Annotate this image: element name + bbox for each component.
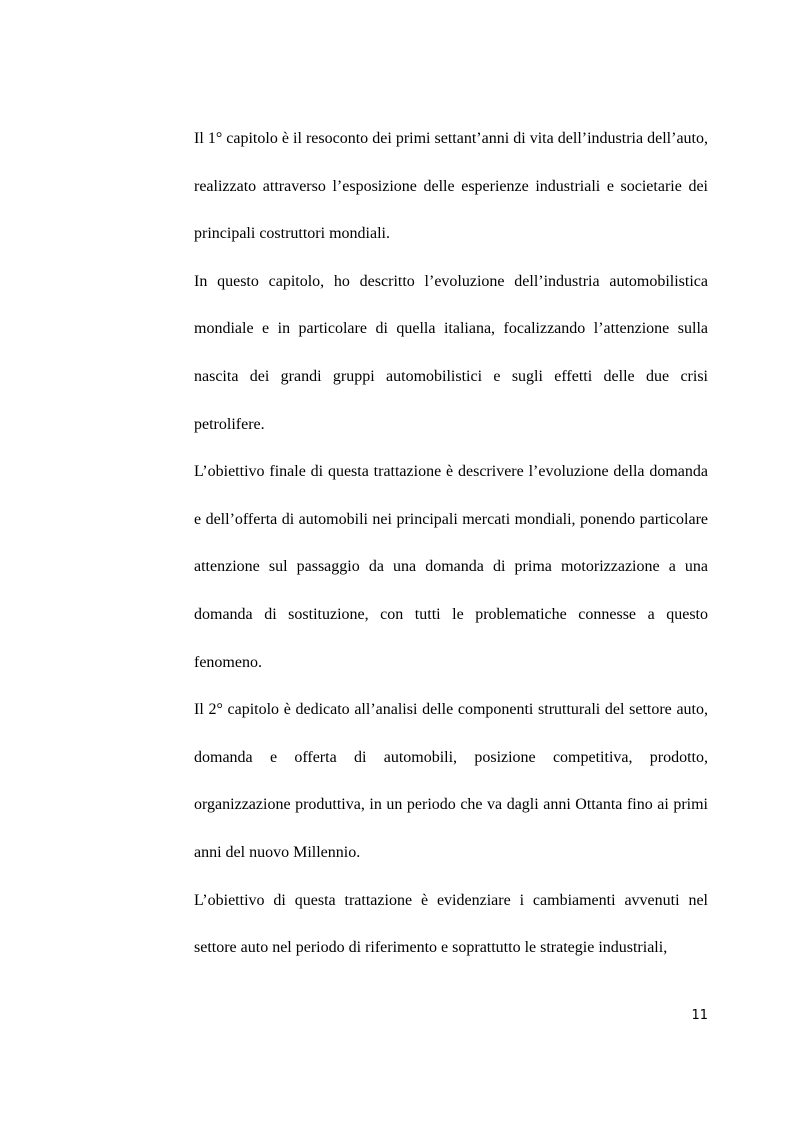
paragraph-chapter-1-description: In questo capitolo, ho descritto l’evoluzione dell’industria automobilistica mondiale e in particolare di quella italiana, focalizzando l’attenzione sulla nascita dei grandi gruppi automobilistici e sugli effetti delle due crisi petrolifere. [194, 272, 708, 433]
body-text [194, 115, 708, 972]
paragraph-chapter-1-summary: Il 1° capitolo è il resoconto dei primi settant’anni di vita dell’industria dell’auto, realizzato attraverso l’esposizione delle esperienze industriali e societarie dei principali costruttori mondiali. [194, 130, 708, 243]
paragraph-chapter-1-objective: L’obiettivo finale di questa trattazione è descrivere l’evoluzione della domanda e dell’offerta di automobili nei principali mercati mondiali, ponendo particolare attenzione sul passaggio da una domanda di prima motorizzazione a una domanda di sostituzione, con tutti le problematiche connesse a questo fenomeno. [194, 463, 708, 671]
paragraph-chapter-2-objective: L’obiettivo di questa trattazione è evidenziare i cambiamenti avvenuti nel settore auto nel periodo di riferimento e soprattutto le strategie industriali, [194, 891, 708, 957]
page-number: 11 [691, 1008, 708, 1023]
paragraph-chapter-2-summary: Il 2° capitolo è dedicato all’analisi delle componenti strutturali del settore auto, domanda e offerta di automobili, posizione competitiva, prodotto, organizzazione produttiva, in un periodo che va dagli anni Ottanta fino ai primi anni del nuovo Millennio. [194, 701, 708, 861]
